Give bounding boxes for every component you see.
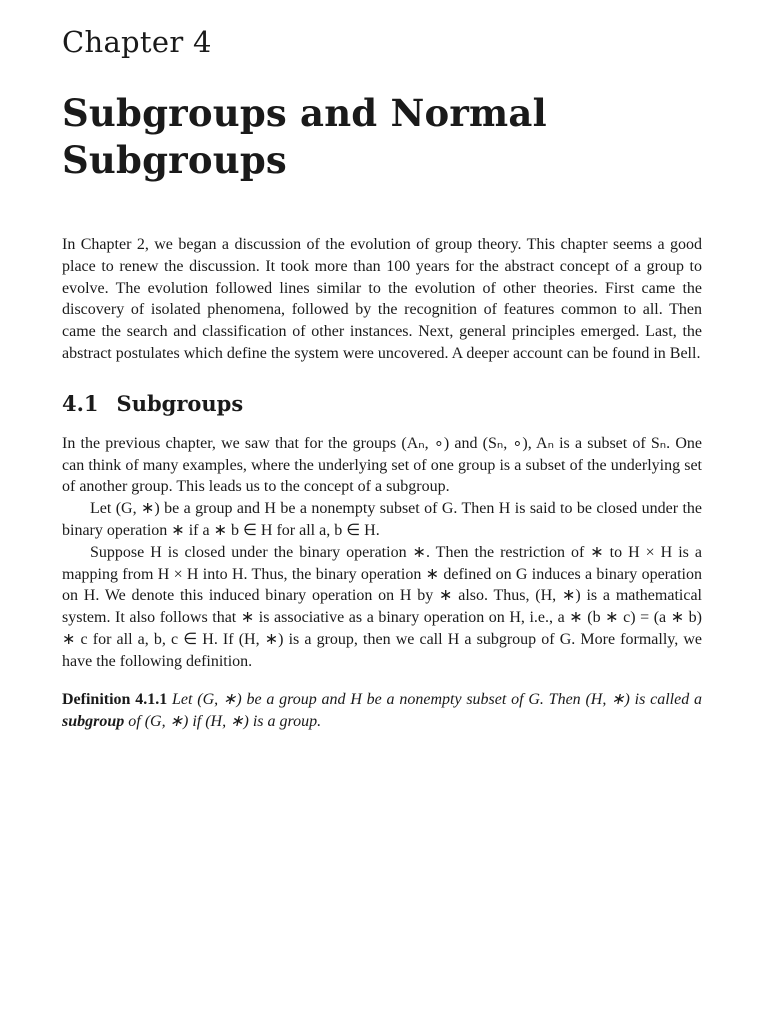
section-number: 4.1 (62, 390, 99, 416)
definition-term: subgroup (62, 712, 125, 730)
section-paragraph-3: Suppose H is closed under the binary operation ∗. Then the restriction of ∗ to H × H is a mapping from H × H into H. Thus, the binary operation ∗ defined on G induces a binary operation on H. We denote this induced binary operation on H by ∗ also. Thus, (H, ∗) is a mathematical system. It also follows that ∗ is associative as a binary operation on H, i.e., a ∗ (b ∗ c) = (a ∗ b) ∗ c for all a, b, c ∈ H. If (H, ∗) is a group, then we call H a subgroup of G. More formally, we have the following definition. (62, 543, 702, 670)
page-content (62, 24, 702, 733)
intro-section (62, 234, 702, 365)
definition-text-after: of (G, ∗) if (H, ∗) is a group. (124, 712, 322, 730)
section-heading (62, 391, 702, 417)
definition-text-before: Let (G, ∗) be a group and H be a nonempty subset of G. Then (H, ∗) is called a (172, 690, 702, 708)
chapter-title-line2: Subgroups (62, 138, 287, 182)
chapter-title-line1: Subgroups and Normal (62, 91, 547, 135)
chapter-label: Chapter 4 (62, 25, 212, 59)
definition-block (62, 689, 702, 733)
section-paragraph-1: In the previous chapter, we saw that for the groups (Aₙ, ∘) and (Sₙ, ∘), Aₙ is a subset of Sₙ. One can think of many examples, where the underlying set of one group is a subset of the underlying set of another group. This leads us to the concept of a subgroup. (62, 434, 702, 496)
section-paragraph-2: Let (G, ∗) be a group and H be a nonempty subset of G. Then H is said to be closed under the binary operation ∗ if a ∗ b ∈ H for all a, b ∈ H. (62, 500, 702, 539)
intro-paragraph: In Chapter 2, we began a discussion of the evolution of group theory. This chapter seems a good place to renew the discussion. It took more than 100 years for the abstract concept of a group to evolve. The evolution followed lines similar to the evolution of other theories. First came the discovery of isolated phenomena, followed by the recognition of features common to all. Then came the search and classification of other instances. Next, general principles emerged. Last, the abstract postulates which define the system were uncovered. A deeper account can be found in Bell. (62, 236, 702, 362)
section-title: Subgroups (116, 390, 244, 416)
definition-label: Definition 4.1.1 (62, 690, 168, 708)
chapter-title (62, 90, 702, 184)
